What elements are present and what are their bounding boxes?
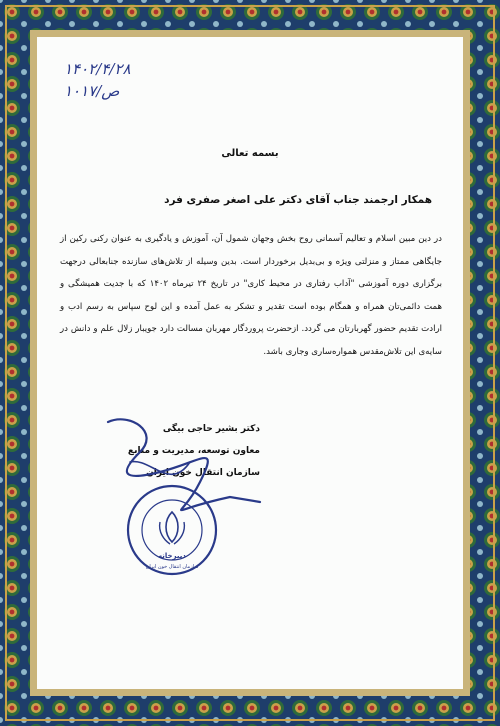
- bismillah-heading: بسمه تعالی: [221, 148, 279, 159]
- signatory-title: معاون توسعه، مدیریت و منابع: [127, 446, 260, 456]
- organization-stamp: [124, 482, 220, 578]
- stamp-line1: دبیرخانه: [158, 552, 186, 560]
- stamp-line2: سازمان انتقال خون ایران: [145, 564, 199, 570]
- signatory-name: دکتر بشیر حاجی بیگی: [162, 424, 260, 434]
- letter-body: در دین مبین اسلام و تعالیم آسمانی روح بخش وجهان شمول آن، آموزش و یادگیری به عنوان رکنی رکین از جایگاهی ممتاز و منزلتی ویژه و بی‌بدیل برخوردار است. بدین وسیله از تلاش‌های سازنده جنابعالی درجهت برگزاری دوره آموزشی "آداب رفتاری در محیط کاری" در تاریخ ۲۴ تیرماه ۱۴۰۲ که با جدیت همیشگی و همت دائمی‌تان همراه و همگام بوده است تقدیر و تشکر به عمل آمده و این لوح سپاس به رسم ادب و ارادت تقدیم حضور گهربارتان می گردد. ازحضرت پروردگار مهربان مسالت دارد جویبار زلال علم و دانش در سایه‌ی این تلاش‌مقدس همواره‌ساری وجاری باشد.: [60, 234, 442, 357]
- handwritten-date: ۱۴۰۲/۴/۲۸: [64, 60, 131, 78]
- addressee-line: همکار ارجمند جناب آقای دکتر علی اصغر صفری فرد: [164, 194, 432, 206]
- handwritten-letter-number: ص/۱۰۱۷: [64, 82, 120, 100]
- signatory-organization: سازمان انتقال خون ایران: [146, 468, 260, 478]
